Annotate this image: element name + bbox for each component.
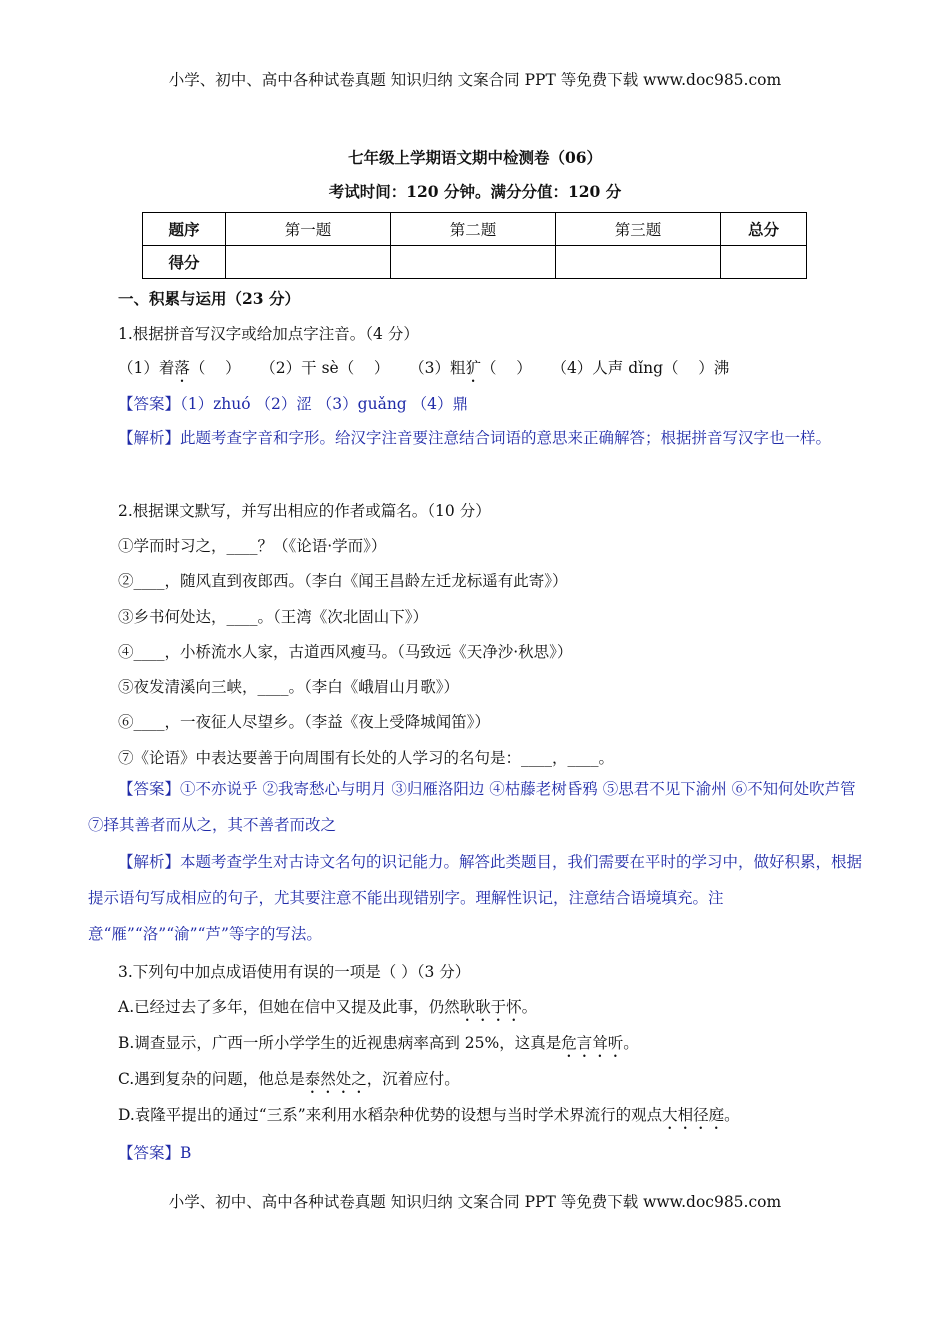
option-text: D.袁隆平提出的通过“三系”来利用水稻杂种优势的设想与当时学术界流行的观点	[118, 1106, 663, 1124]
table-cell: 得分	[143, 246, 226, 279]
analysis-tag: 【解析】	[118, 429, 181, 447]
table-row	[143, 213, 807, 246]
q3-option-b	[118, 1031, 639, 1061]
q3-stem: 3.下列句中加点成语使用有误的一项是（ ）（3 分）	[118, 963, 471, 981]
q3-option-d	[118, 1103, 740, 1133]
option-text: C.遇到复杂的问题，他总是	[118, 1070, 305, 1088]
option-text: 。	[724, 1106, 740, 1124]
q2-line: ③乡书何处达，____。（王湾《次北固山下》）	[118, 608, 429, 626]
q2-analysis	[88, 844, 863, 952]
q1-analysis	[88, 420, 863, 456]
q1-stem: 1.根据拼音写汉字或给加点字注音。（4 分）	[118, 325, 419, 343]
analysis-text: 本题考查学生对古诗文名句的识记能力。解答此类题目，我们需要在平时的学习中，做好积累，根据提示语句写成相应的句子，尤其要注意不能出现错别字。理解性识记，注意结合语境填充。注意“雁”“洛”“渝”“芦”等字的写法。	[88, 853, 863, 943]
table-row	[143, 246, 807, 279]
dotted-idiom: 泰然处之	[304, 1070, 367, 1088]
q2-stem: 2.根据课文默写，并写出相应的作者或篇名。（10 分）	[118, 502, 491, 520]
answer-text: ①不亦说乎 ②我寄愁心与明月 ③归雁洛阳边 ④枯藤老树昏鸦 ⑤思君不见下渝州 ⑥不知何处吹芦管 ⑦择其善者而从之，其不善者而改之	[88, 780, 856, 834]
option-text: A.已经过去了多年，但她在信中又提及此事，仍然	[118, 998, 460, 1016]
score-table	[142, 212, 807, 279]
dotted-char: 落	[174, 359, 190, 377]
dotted-idiom: 耿耿于怀	[459, 998, 522, 1016]
table-cell	[391, 246, 556, 279]
q2-line: ①学而时习之，____？（《论语·学而》）	[118, 537, 387, 555]
table-cell: 第三题	[556, 213, 721, 246]
answer-tag: 【答案】	[118, 780, 181, 798]
dotted-char: 犷	[465, 359, 482, 377]
q3-answer	[118, 1141, 191, 1163]
dotted-idiom: 大相径庭	[662, 1106, 725, 1124]
table-cell: 总分	[721, 213, 807, 246]
q2-line: ②____，随风直到夜郎西。（李白《闻王昌龄左迁龙标遥有此寄》）	[118, 572, 568, 590]
section-heading: 一、积累与运用（23 分）	[118, 289, 300, 308]
analysis-tag: 【解析】	[118, 853, 181, 871]
table-cell	[556, 246, 721, 279]
table-cell: 第二题	[391, 213, 556, 246]
q1-items	[118, 356, 729, 386]
q2-line: ④____，小桥流水人家，古道西风瘦马。（马致远《天净沙·秋思》）	[118, 643, 573, 661]
page-header: 小学、初中、高中各种试卷真题 知识归纳 文案合同 PPT 等免费下载 www.doc985.com	[168, 71, 782, 89]
table-cell: 第一题	[226, 213, 391, 246]
answer-text: （1）zhuó （2）涩 （3）guǎng （4）鼎	[180, 395, 469, 413]
q1-items-c: （ ） （4）人声 dǐng（ ）沸	[481, 359, 730, 377]
q2-line: ⑤夜发清溪向三峡，____。（李白《峨眉山月歌》）	[118, 678, 460, 696]
q1-answer	[118, 392, 468, 414]
q2-answer	[88, 771, 863, 843]
table-cell: 题序	[143, 213, 226, 246]
option-text: ，沉着应付。	[366, 1070, 460, 1088]
q3-option-c	[118, 1067, 460, 1097]
page-title: 七年级上学期语文期中检测卷（06）	[347, 148, 603, 167]
option-text: 。	[521, 998, 538, 1016]
exam-info: 考试时间：120 分钟。满分分值：120 分	[328, 182, 622, 201]
dotted-idiom: 危言耸听	[561, 1034, 624, 1052]
q1-items-b: （ ） （2）干 sè（ ） （3）粗	[189, 359, 466, 377]
analysis-text: 此题考查字音和字形。给汉字注音要注意结合词语的意思来正确解答；根据拼音写汉字也一样。	[180, 429, 832, 447]
table-cell	[226, 246, 391, 279]
q1-items-a: （1）着	[118, 359, 175, 377]
q2-line: ⑥____，一夜征人尽望乡。（李益《夜上受降城闻笛》）	[118, 713, 491, 731]
page-footer: 小学、初中、高中各种试卷真题 知识归纳 文案合同 PPT 等免费下载 www.doc985.com	[168, 1193, 782, 1211]
answer-text: B	[180, 1144, 192, 1162]
table-cell	[721, 246, 807, 279]
option-text: 。	[623, 1034, 639, 1052]
q2-line: ⑦《论语》中表达要善于向周围有长处的人学习的名句是：____，____。	[118, 749, 615, 767]
answer-tag: 【答案】	[118, 395, 181, 413]
answer-tag: 【答案】	[118, 1144, 181, 1162]
q3-option-a	[118, 995, 537, 1025]
option-text: B.调查显示，广西一所小学学生的近视患病率高到 25%，这真是	[118, 1034, 562, 1052]
